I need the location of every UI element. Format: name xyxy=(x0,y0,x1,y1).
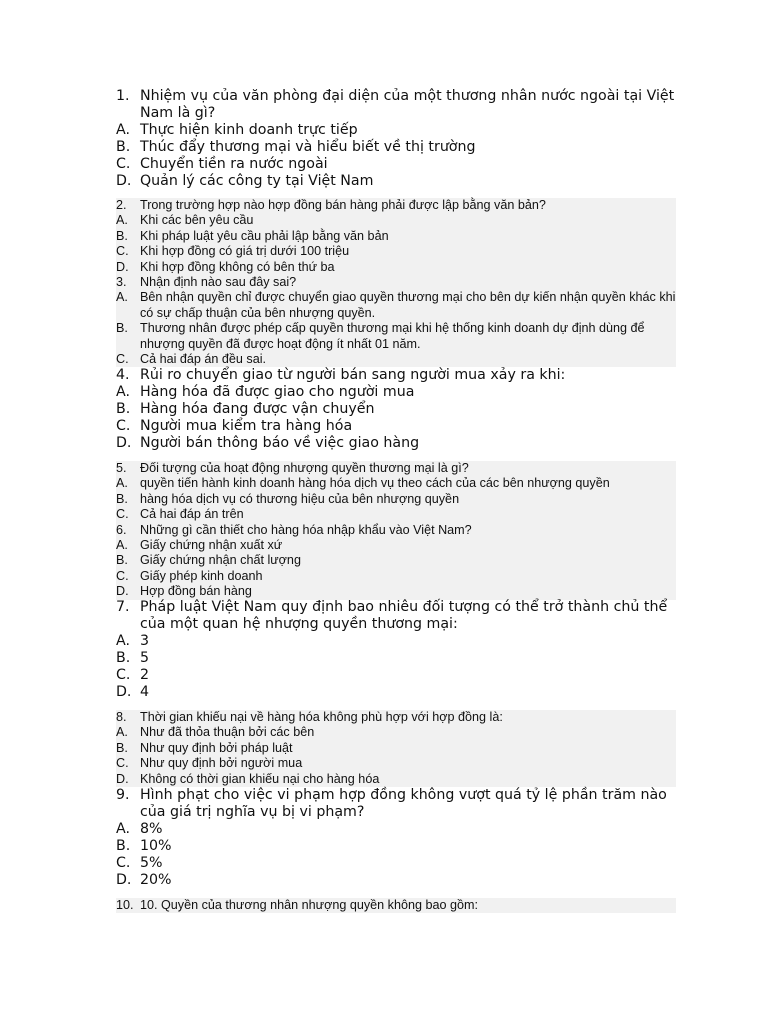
item-text: Nhận định nào sau đây sai? xyxy=(140,275,297,290)
question-block xyxy=(116,461,676,600)
item-text: Khi pháp luật yêu cầu phải lập bằng văn bản xyxy=(140,228,389,243)
item-text: 4 xyxy=(140,684,150,700)
answer-option xyxy=(116,476,676,491)
answer-option xyxy=(116,492,676,507)
answer-option xyxy=(116,538,676,553)
answer-option xyxy=(116,756,676,771)
question-line xyxy=(116,710,676,725)
item-marker: 2. xyxy=(116,198,127,212)
answer-option xyxy=(116,667,682,684)
item-text: Hình phạt cho việc vi phạm hợp đồng không vượt quá tỷ lệ phần trăm nào của giá trị nghĩa vụ bị vi phạm? xyxy=(140,787,667,820)
answer-option xyxy=(116,173,682,190)
item-marker: A. xyxy=(116,384,130,400)
item-marker: A. xyxy=(116,122,130,138)
item-text: hàng hóa dịch vụ có thương hiệu của bên nhượng quyền xyxy=(140,491,460,506)
answer-option xyxy=(116,569,676,584)
answer-option xyxy=(116,725,676,740)
question-block xyxy=(116,198,676,367)
item-marker: D. xyxy=(116,872,132,888)
question-block xyxy=(116,787,682,889)
item-marker: A. xyxy=(116,213,128,228)
item-text: Thúc đẩy thương mại và hiểu biết về thị trường xyxy=(140,139,476,155)
answer-option xyxy=(116,772,676,787)
item-text: Khi các bên yêu cầu xyxy=(140,213,254,228)
item-marker: A. xyxy=(116,290,128,305)
item-marker: C. xyxy=(116,156,131,172)
answer-option xyxy=(116,684,682,701)
item-marker: B. xyxy=(116,401,131,417)
item-marker: B. xyxy=(116,553,128,568)
question-block xyxy=(116,367,682,452)
item-marker: 5. xyxy=(116,461,127,475)
answer-option xyxy=(116,290,676,321)
item-text: 8% xyxy=(140,821,163,837)
item-text: Không có thời gian khiếu nại cho hàng hóa xyxy=(140,771,380,786)
answer-option xyxy=(116,838,682,855)
item-text: Trong trường hợp nào hợp đồng bán hàng phải được lập bằng văn bản? xyxy=(140,198,546,212)
answer-option xyxy=(116,872,682,889)
question-block xyxy=(116,88,682,190)
question-block xyxy=(116,898,676,913)
item-marker: D. xyxy=(116,771,129,786)
item-text: Thực hiện kinh doanh trực tiếp xyxy=(140,122,358,138)
item-text: Giấy chứng nhận chất lượng xyxy=(140,553,301,568)
item-marker: A. xyxy=(116,821,130,837)
item-marker: A. xyxy=(116,538,128,553)
item-marker: C. xyxy=(116,418,131,434)
item-text: quyền tiến hành kinh doanh hàng hóa dịch vụ theo cách của các bên nhượng quyền xyxy=(140,476,610,491)
answer-option xyxy=(116,229,676,244)
question-line xyxy=(116,198,676,213)
answer-option xyxy=(116,213,676,228)
item-text: Thương nhân được phép cấp quyền thương mại khi hệ thống kinh doanh dự định dùng để nhượng quyền đã được hoạt động ít nhất 01 năm. xyxy=(140,321,645,351)
item-text: Cả hai đáp án trên xyxy=(140,507,244,522)
question-block xyxy=(116,599,682,701)
item-text: Giấy phép kinh doanh xyxy=(140,568,263,583)
item-marker: 1. xyxy=(116,88,130,104)
item-text: 10. Quyền của thương nhân nhượng quyền không bao gồm: xyxy=(140,898,478,912)
item-text: Như đã thỏa thuận bởi các bên xyxy=(140,725,315,740)
item-text: Rủi ro chuyển giao từ người bán sang người mua xảy ra khi: xyxy=(140,367,566,383)
item-text: Người bán thông báo về việc giao hàng xyxy=(140,435,420,451)
item-text: Giấy chứng nhận xuất xứ xyxy=(140,538,283,553)
answer-option xyxy=(116,401,682,418)
item-marker: 9. xyxy=(116,787,130,803)
item-marker: C. xyxy=(116,855,131,871)
item-marker: D. xyxy=(116,435,132,451)
item-marker: A. xyxy=(116,476,128,491)
item-marker: D. xyxy=(116,684,132,700)
answer-option xyxy=(116,650,682,667)
item-marker: C. xyxy=(116,244,129,259)
item-marker: A. xyxy=(116,725,128,740)
answer-option xyxy=(116,384,682,401)
item-text: 10% xyxy=(140,838,172,854)
answer-option xyxy=(116,821,682,838)
question-line xyxy=(116,275,676,290)
item-marker: 6. xyxy=(116,522,127,537)
question-line xyxy=(116,787,682,821)
item-text: 3 xyxy=(140,633,150,649)
item-text: Cả hai đáp án đều sai. xyxy=(140,352,267,367)
answer-option xyxy=(116,435,682,452)
item-marker: D. xyxy=(116,584,129,599)
answer-option xyxy=(116,352,676,367)
answer-option xyxy=(116,260,676,275)
question-line xyxy=(116,898,676,913)
answer-option xyxy=(116,584,676,599)
question-line xyxy=(116,461,676,476)
answer-option xyxy=(116,507,676,522)
question-line xyxy=(116,523,676,538)
item-text: Khi hợp đồng có giá trị dưới 100 triệu xyxy=(140,244,350,259)
answer-option xyxy=(116,553,676,568)
item-text: Hàng hóa đang được vận chuyển xyxy=(140,401,375,417)
item-marker: 3. xyxy=(116,275,127,290)
item-marker: 8. xyxy=(116,710,127,724)
item-marker: A. xyxy=(116,633,130,649)
item-marker: C. xyxy=(116,667,131,683)
question-block xyxy=(116,710,676,787)
answer-option xyxy=(116,633,682,650)
answer-option xyxy=(116,321,676,352)
item-text: Khi hợp đồng không có bên thứ ba xyxy=(140,259,335,274)
item-text: 20% xyxy=(140,872,172,888)
item-text: Hợp đồng bán hàng xyxy=(140,584,252,599)
item-text: Người mua kiểm tra hàng hóa xyxy=(140,418,353,434)
item-text: Nhiệm vụ của văn phòng đại diện của một thương nhân nước ngoài tại Việt Nam là gì? xyxy=(140,88,675,121)
item-marker: C. xyxy=(116,352,129,367)
answer-option xyxy=(116,741,676,756)
item-marker: C. xyxy=(116,507,129,522)
answer-option xyxy=(116,122,682,139)
answer-option xyxy=(116,855,682,872)
item-text: 5% xyxy=(140,855,163,871)
item-text: Thời gian khiếu nại về hàng hóa không phù hợp với hợp đồng là: xyxy=(140,710,503,724)
item-marker: C. xyxy=(116,756,129,771)
item-marker: D. xyxy=(116,173,132,189)
item-text: Như quy định bởi người mua xyxy=(140,756,303,771)
item-marker: 4. xyxy=(116,367,130,383)
item-text: Pháp luật Việt Nam quy định bao nhiêu đối tượng có thể trở thành chủ thể của một quan hệ nhượng quyền thương mại: xyxy=(140,599,668,632)
answer-option xyxy=(116,156,682,173)
item-marker: B. xyxy=(116,228,128,243)
item-marker: B. xyxy=(116,491,128,506)
item-marker: B. xyxy=(116,321,128,336)
item-marker: D. xyxy=(116,259,129,274)
answer-option xyxy=(116,139,682,156)
item-marker: 7. xyxy=(116,599,130,615)
question-line xyxy=(116,367,682,384)
item-text: Những gì cần thiết cho hàng hóa nhập khẩu vào Việt Nam? xyxy=(140,522,472,537)
item-marker: B. xyxy=(116,740,128,755)
item-text: Quản lý các công ty tại Việt Nam xyxy=(140,173,374,189)
item-marker: B. xyxy=(116,139,131,155)
item-marker: B. xyxy=(116,838,131,854)
item-text: Đối tượng của hoạt động nhượng quyền thương mại là gì? xyxy=(140,461,469,475)
item-text: Bên nhận quyền chỉ được chuyển giao quyền thương mại cho bên dự kiến nhận quyền khác khi có sự chấp thuận của bên nhượng quyền. xyxy=(140,290,676,320)
question-line xyxy=(116,599,682,633)
item-text: Như quy định bởi pháp luật xyxy=(140,740,293,755)
answer-option xyxy=(116,418,682,435)
item-text: Chuyển tiền ra nước ngoài xyxy=(140,156,328,172)
question-line xyxy=(116,88,682,122)
item-text: 5 xyxy=(140,650,150,666)
item-marker: 10. xyxy=(116,898,134,912)
answer-option xyxy=(116,244,676,259)
item-marker: B. xyxy=(116,650,131,666)
item-marker: C. xyxy=(116,568,129,583)
item-text: 2 xyxy=(140,667,150,683)
item-text: Hàng hóa đã được giao cho người mua xyxy=(140,384,415,400)
